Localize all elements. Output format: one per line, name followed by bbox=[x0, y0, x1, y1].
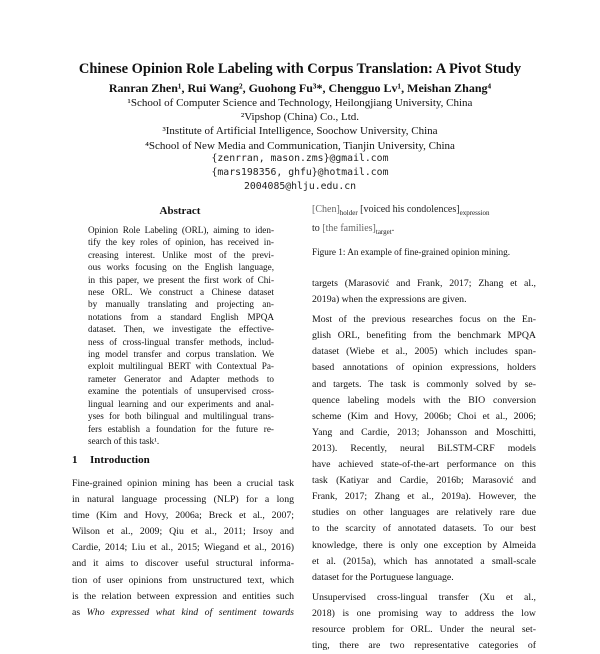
text-line: ing model transfer and corpus translation. We bbox=[88, 349, 274, 360]
text-line: 2013). Recently, neural BiLSTM-CRF models bbox=[312, 442, 536, 454]
target-span: [the families] bbox=[322, 223, 376, 234]
email-line-2: {mars198356, ghfu}@hotmail.com bbox=[211, 167, 389, 179]
text-line: nese ORL. We construct a Chinese dataset bbox=[88, 287, 274, 298]
text-line: Wilson et al., 2009; Qiu et al., 2011; Irsoy and bbox=[72, 526, 294, 538]
text-line: knowledge, there is only one exception by Almeida bbox=[312, 539, 536, 551]
text-line: by manually translating and projecting an- bbox=[88, 299, 274, 310]
text-line: task (Katiyar and Cardie, 2016b; Marasović and bbox=[312, 475, 536, 487]
text-line: targets (Marasović and Frank, 2017; Zhang et al., bbox=[312, 278, 536, 289]
text-line: ting, there are two representative categories of bbox=[312, 640, 536, 652]
text-line: dataset for the Portuguese language. bbox=[312, 571, 454, 583]
figure-word: to bbox=[312, 223, 323, 234]
email-line-1: {zenrran, mason.zms}@gmail.com bbox=[211, 153, 389, 164]
figure-line-1 bbox=[312, 202, 542, 221]
text-line: exploit multilingual BERT with Contextual Pa- bbox=[88, 361, 274, 372]
text-line: Cardie, 2014; Liu et al., 2015; Wiegand et al., 2016) bbox=[72, 542, 294, 554]
figure-period: . bbox=[391, 223, 395, 234]
text-line: quence labeling models with the BIO conversion bbox=[312, 394, 536, 406]
expression-tag: expression bbox=[459, 209, 490, 217]
text-line: dataset. Then, we investigate the effective- bbox=[88, 324, 274, 335]
text-line: 2018) is one promising way to address the low bbox=[312, 607, 536, 619]
expression-span: [voiced his condolences] bbox=[357, 204, 460, 215]
text-line: glish ORL, benefiting from the benchmark MPQA bbox=[312, 330, 536, 342]
holder-tag: holder bbox=[339, 209, 358, 217]
text-line: tion of user opinions from unstructured text, which bbox=[72, 574, 294, 586]
introduction-lines bbox=[72, 476, 294, 605]
text-line: Most of the previous researches focus on the En- bbox=[312, 314, 536, 326]
email-list bbox=[40, 152, 560, 195]
text-line: Fine-grained opinion mining has been a crucial task bbox=[72, 478, 294, 489]
affiliation-2: ²Vipshop (China) Co., Ltd. bbox=[240, 111, 360, 124]
affiliation-1: ¹School of Computer Science and Technology, Heilongjiang University, China bbox=[127, 97, 473, 109]
text-line: Frank, 2017; Zhang et al., 2019a). However, the bbox=[312, 491, 536, 503]
text-line: examine the potentials of unsupervised cross- bbox=[88, 386, 274, 397]
text-line: is the relation between expression and entities such bbox=[72, 590, 294, 602]
text-line: studies on other languages are relatively rare due bbox=[312, 507, 536, 519]
text-line: dataset (Wiebe et al., 2005) which includes span- bbox=[312, 346, 536, 358]
line-prefix: as bbox=[72, 606, 87, 618]
right-column-text bbox=[312, 276, 536, 654]
text-line: fers establish a foundation for the future re- bbox=[88, 423, 274, 434]
text-line: in this paper, we present the first work of Chi- bbox=[88, 274, 274, 285]
text-line: rameter Generator and Adapter methods to bbox=[88, 373, 274, 384]
affiliation-list bbox=[40, 96, 560, 153]
text-line: resource problem for ORL. Under the neural set- bbox=[312, 623, 536, 635]
text-line: time (Kim and Hovy, 2006a; Breck et al., 2007; bbox=[72, 510, 294, 522]
text-line: scheme (Kim and Hovy, 2006b; Choi et al., 2006; bbox=[312, 410, 536, 422]
text-line: and targets. The task is commonly solved by se- bbox=[312, 378, 536, 390]
text-line bbox=[72, 605, 294, 621]
text-line: in natural language processing (NLP) for a long bbox=[72, 494, 294, 506]
text-line: 2019a) when the expressions are given. bbox=[312, 294, 467, 306]
text-line: have achieved state-of-the-art performance on this bbox=[312, 459, 536, 471]
paper-title: Chinese Opinion Role Labeling with Corpus Translation: A Pivot Study bbox=[78, 61, 522, 77]
holder-span: [Chen] bbox=[312, 204, 340, 215]
figure-1-example bbox=[312, 202, 542, 240]
text-line: ness of cross-lingual transfer methods, includ- bbox=[88, 336, 274, 347]
text-line: lingual learning and our experiments and anal- bbox=[88, 398, 274, 409]
section-number: 1 bbox=[72, 454, 78, 466]
text-line: Opinion Role Labeling (ORL), aiming to iden- bbox=[88, 225, 274, 235]
affiliation-4: ⁴School of New Media and Communication, Tianjin University, China bbox=[145, 139, 455, 152]
italic-question: Who expressed what kind of sentiment towards bbox=[86, 606, 294, 618]
introduction-heading bbox=[72, 454, 292, 466]
figure-line-2 bbox=[312, 221, 542, 240]
text-line: ous works focusing on the English language, bbox=[88, 262, 274, 273]
text-line: et al. (2015a), which has annotated a small-scale bbox=[312, 555, 536, 567]
text-line: Yang and Cardie, 2013; Johansson and Moschitti, bbox=[312, 426, 536, 438]
author-list: Ranran Zhen¹, Rui Wang², Guohong Fu³*, Chengguo Lv¹, Meishan Zhang⁴ bbox=[108, 81, 492, 95]
figure-caption: Figure 1: An example of fine-grained opinion mining. bbox=[312, 247, 511, 257]
text-line: search of this task¹. bbox=[88, 435, 160, 446]
abstract-text bbox=[88, 224, 274, 447]
text-line: notations from a standard English MPQA bbox=[88, 311, 274, 322]
abstract-heading: Abstract bbox=[159, 205, 201, 217]
email-line-3: 2004085@hlju.edu.cn bbox=[243, 181, 357, 193]
text-line: tify the key roles of opinion, has received in- bbox=[88, 237, 274, 248]
introduction-text bbox=[72, 476, 294, 621]
text-line: Unsupervised cross-lingual transfer (Xu et al., bbox=[312, 591, 536, 603]
target-tag: target bbox=[375, 228, 392, 236]
text-line: to the scarcity of annotated datasets. To our best bbox=[312, 523, 536, 535]
text-line: and it aims to discover useful structural informa- bbox=[72, 558, 294, 570]
text-line: based annotations of opinion expressions, holders bbox=[312, 362, 536, 374]
affiliation-3: ³Institute of Artificial Intelligence, Soochow University, China bbox=[162, 125, 438, 138]
text-line: yses for both bilingual and multilingual trans- bbox=[88, 411, 274, 422]
text-line: creasing interest. Unlike most of the previ- bbox=[88, 249, 274, 260]
section-title: Introduction bbox=[90, 454, 150, 466]
